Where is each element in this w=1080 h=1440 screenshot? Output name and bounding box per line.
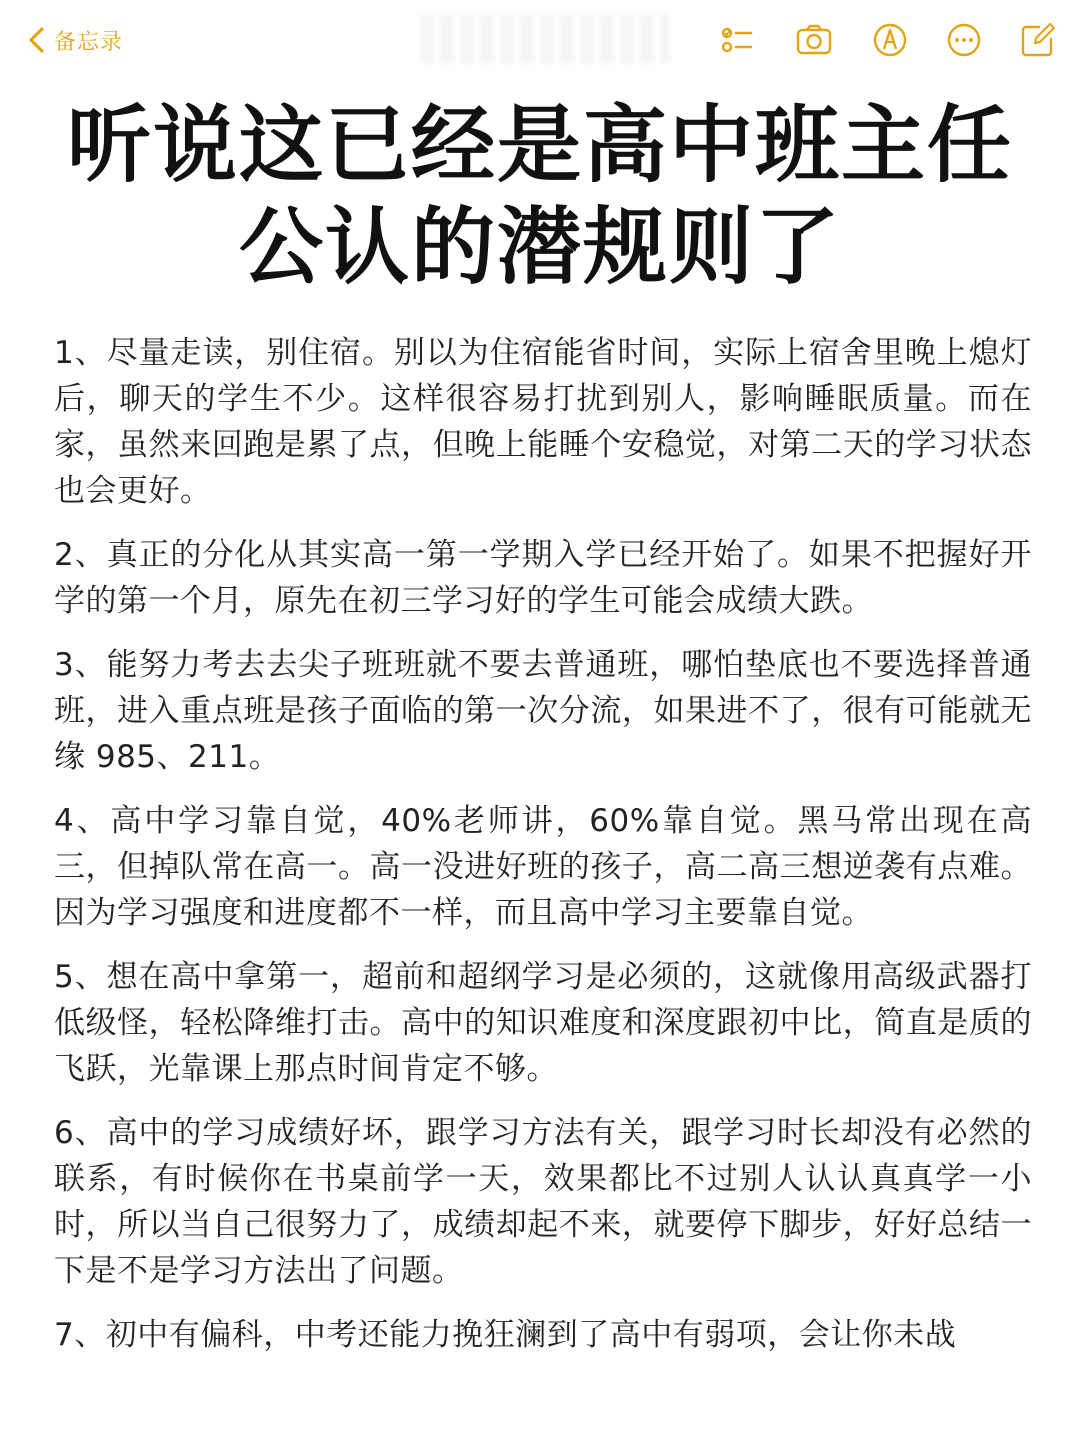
checklist-button[interactable] <box>715 18 759 62</box>
note-paragraph-7: 7、初中有偏科，中考还能力挽狂澜到了高中有弱项，会让你未战 <box>54 1317 957 1353</box>
markup-pen-icon <box>871 21 909 59</box>
compose-button[interactable] <box>1016 18 1060 62</box>
note-paragraph-6: 6、高中的学习成绩好坏，跟学习方法有关，跟学习时长却没有必然的联系，有时候你在书桌前学一天，效果都比不过别人认认真真学一小时，所以当自己很努力了，成绩却起不来，就要停下脚步，好好总结一下是不是学习方法出了问题。 <box>54 1115 1032 1289</box>
markup-button[interactable] <box>868 18 912 62</box>
back-label: 备忘录 <box>54 29 124 55</box>
note-body[interactable] <box>54 330 1032 1430</box>
note-paragraph-3: 3、能努力考去去尖子班班就不要去普通班，哪怕垫底也不要选择普通班，进入重点班是孩子面临的第一次分流，如果进不了，很有可能就无缘 985、211。 <box>54 647 1032 775</box>
top-toolbar <box>0 0 1080 80</box>
more-options-button[interactable] <box>942 18 986 62</box>
camera-button[interactable] <box>792 18 836 62</box>
chevron-left-icon <box>26 25 48 55</box>
note-paragraph-4: 4、高中学习靠自觉，40%老师讲，60%靠自觉。黑马常出现在高三，但掉队常在高一。高一没进好班的孩子，高二高三想逆袭有点难。因为学习强度和进度都不一样，而且高中学习主要靠自觉。 <box>54 803 1032 931</box>
back-button[interactable] <box>26 22 123 58</box>
note-paragraph-2: 2、真正的分化从其实高一第一学期入学已经开始了。如果不把握好开学的第一个月，原先在初三学习好的学生可能会成绩大跌。 <box>54 537 1032 619</box>
note-paragraph-5: 5、想在高中拿第一，超前和超纲学习是必须的，这就像用高级武器打低级怪，轻松降维打击。高中的知识难度和深度跟初中比，简直是质的飞跃，光靠课上那点时间肯定不够。 <box>54 959 1032 1087</box>
faded-header-text <box>420 14 670 64</box>
checklist-icon <box>718 21 756 59</box>
note-title-line-2: 公认的潜规则了 <box>238 198 841 296</box>
note-title <box>0 94 1080 298</box>
compose-icon <box>1019 21 1057 59</box>
more-options-icon <box>945 21 983 59</box>
camera-icon <box>795 21 833 59</box>
note-paragraph-1: 1、尽量走读，别住宿。别以为住宿能省时间，实际上宿舍里晚上熄灯后，聊天的学生不少。这样很容易打扰到别人，影响睡眠质量。而在家，虽然来回跑是累了点，但晚上能睡个安稳觉，对第二天的学习状态也会更好。 <box>54 335 1032 509</box>
note-title-line-1: 听说这已经是高中班主任 <box>66 96 1013 194</box>
